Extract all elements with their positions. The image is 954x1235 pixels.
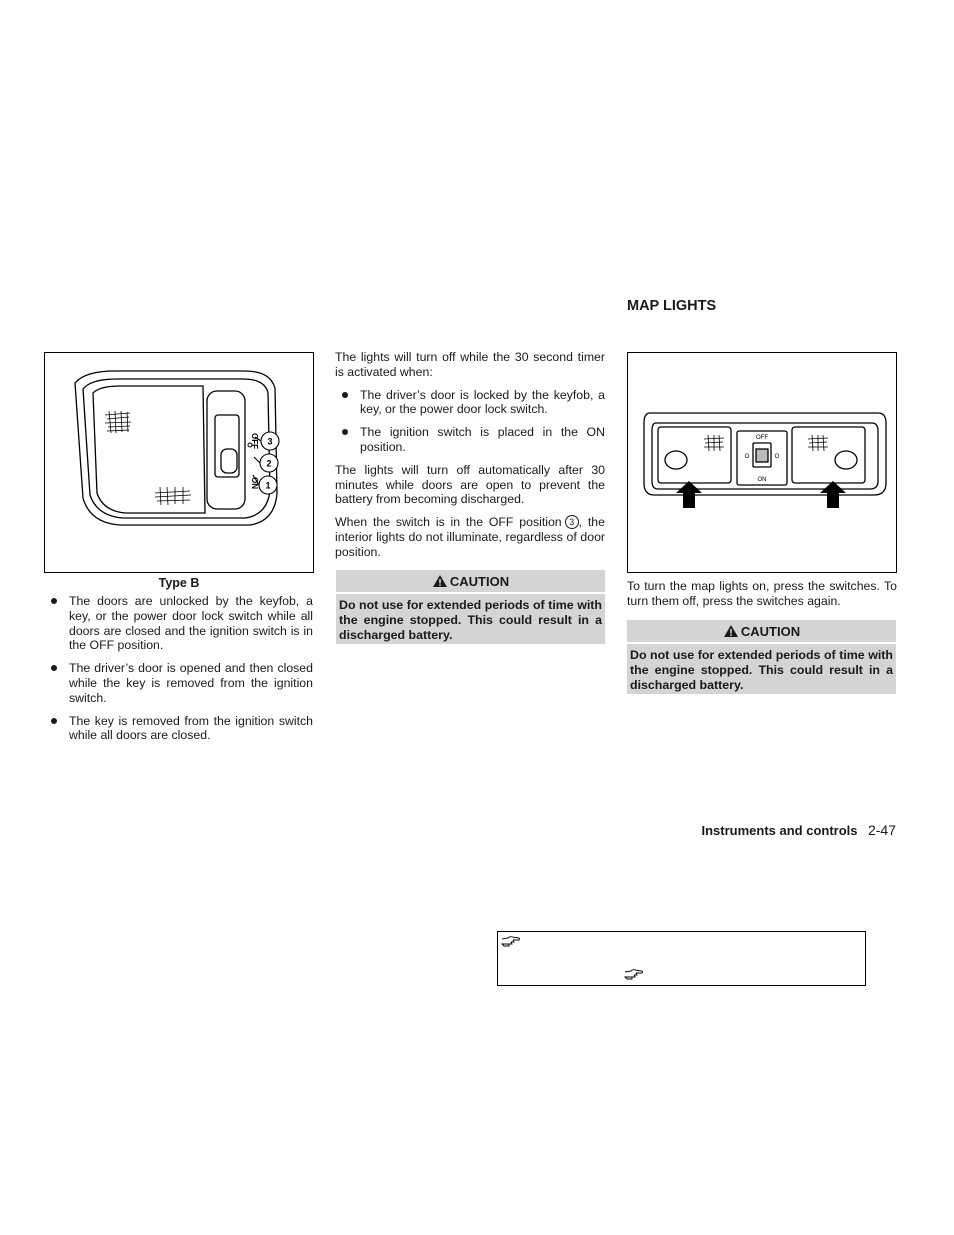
caution-text: Do not use for extended periods of time with the engine stopped. This could result in a discharged battery. bbox=[630, 648, 893, 692]
list-item: The driver’s door is locked by the keyfob, a key, or the power door lock switch. bbox=[335, 388, 605, 418]
figure-type-b bbox=[44, 352, 314, 573]
caution-text: Do not use for extended periods of time with the engine stopped. This could result in a discharged battery. bbox=[339, 598, 602, 642]
callout-3: 3 bbox=[267, 436, 273, 447]
caution-title: CAUTION bbox=[740, 623, 801, 639]
caution-box-right bbox=[627, 620, 896, 694]
room-lamp-illustration bbox=[45, 353, 313, 572]
page-footer bbox=[701, 822, 896, 840]
middle-bullet-list bbox=[335, 388, 605, 455]
caution-header bbox=[336, 570, 605, 594]
footer-section-title: Instruments and controls bbox=[701, 823, 858, 838]
pointing-hand-icon bbox=[501, 935, 521, 947]
caution-header bbox=[627, 620, 896, 644]
left-bullet-list bbox=[44, 594, 313, 751]
list-item: The key is removed from the ignition switch while all doors are closed. bbox=[44, 714, 313, 744]
figure-caption: Type B bbox=[158, 576, 200, 590]
intro-paragraph: The lights will turn off while the 30 second timer is activated when: bbox=[335, 350, 605, 379]
caution-triangle-icon bbox=[723, 624, 739, 638]
callout-ref: 3 bbox=[565, 515, 579, 529]
page-number: 2-47 bbox=[867, 822, 896, 838]
map-lights-illustration bbox=[628, 353, 896, 572]
on-label: ON bbox=[250, 477, 259, 489]
off-label: OFF bbox=[250, 433, 259, 449]
middle-column bbox=[335, 350, 605, 568]
on-label: ON bbox=[757, 477, 767, 483]
list-item: The driver’s door is opened and then closed while the key is removed from the ignition switch. bbox=[44, 661, 313, 705]
list-item: The doors are unlocked by the keyfob, a key, or the power door lock switch while all doors are closed and the ignition switch is in the OFF position. bbox=[44, 594, 313, 653]
off-label: OFF bbox=[756, 435, 768, 441]
callout-1: 1 bbox=[265, 480, 271, 491]
caution-triangle-icon bbox=[432, 574, 448, 588]
o-label-left: O bbox=[744, 454, 750, 460]
callout-2: 2 bbox=[266, 458, 272, 469]
para-text: , the interior lights do not illuminate, regardless of door position. bbox=[335, 515, 605, 559]
caution-title: CAUTION bbox=[449, 573, 510, 589]
o-label-right: O bbox=[774, 454, 780, 460]
reference-box bbox=[497, 931, 866, 986]
map-lights-text: To turn the map lights on, press the switches. To turn them off, press the switches again. bbox=[627, 579, 897, 608]
section-heading: MAP LIGHTS bbox=[627, 298, 717, 314]
auto-off-paragraph: The lights will turn off automatically after 30 minutes while doors are open to prevent the battery from becoming discharged. bbox=[335, 462, 605, 507]
pointing-hand-icon bbox=[624, 968, 644, 980]
list-item: The ignition switch is placed in the ON position. bbox=[335, 425, 605, 455]
off-position-paragraph bbox=[335, 515, 605, 559]
caution-box-middle bbox=[336, 570, 605, 644]
figure-map-lights bbox=[627, 352, 897, 573]
para-text: When the switch is in the OFF position bbox=[335, 515, 562, 530]
